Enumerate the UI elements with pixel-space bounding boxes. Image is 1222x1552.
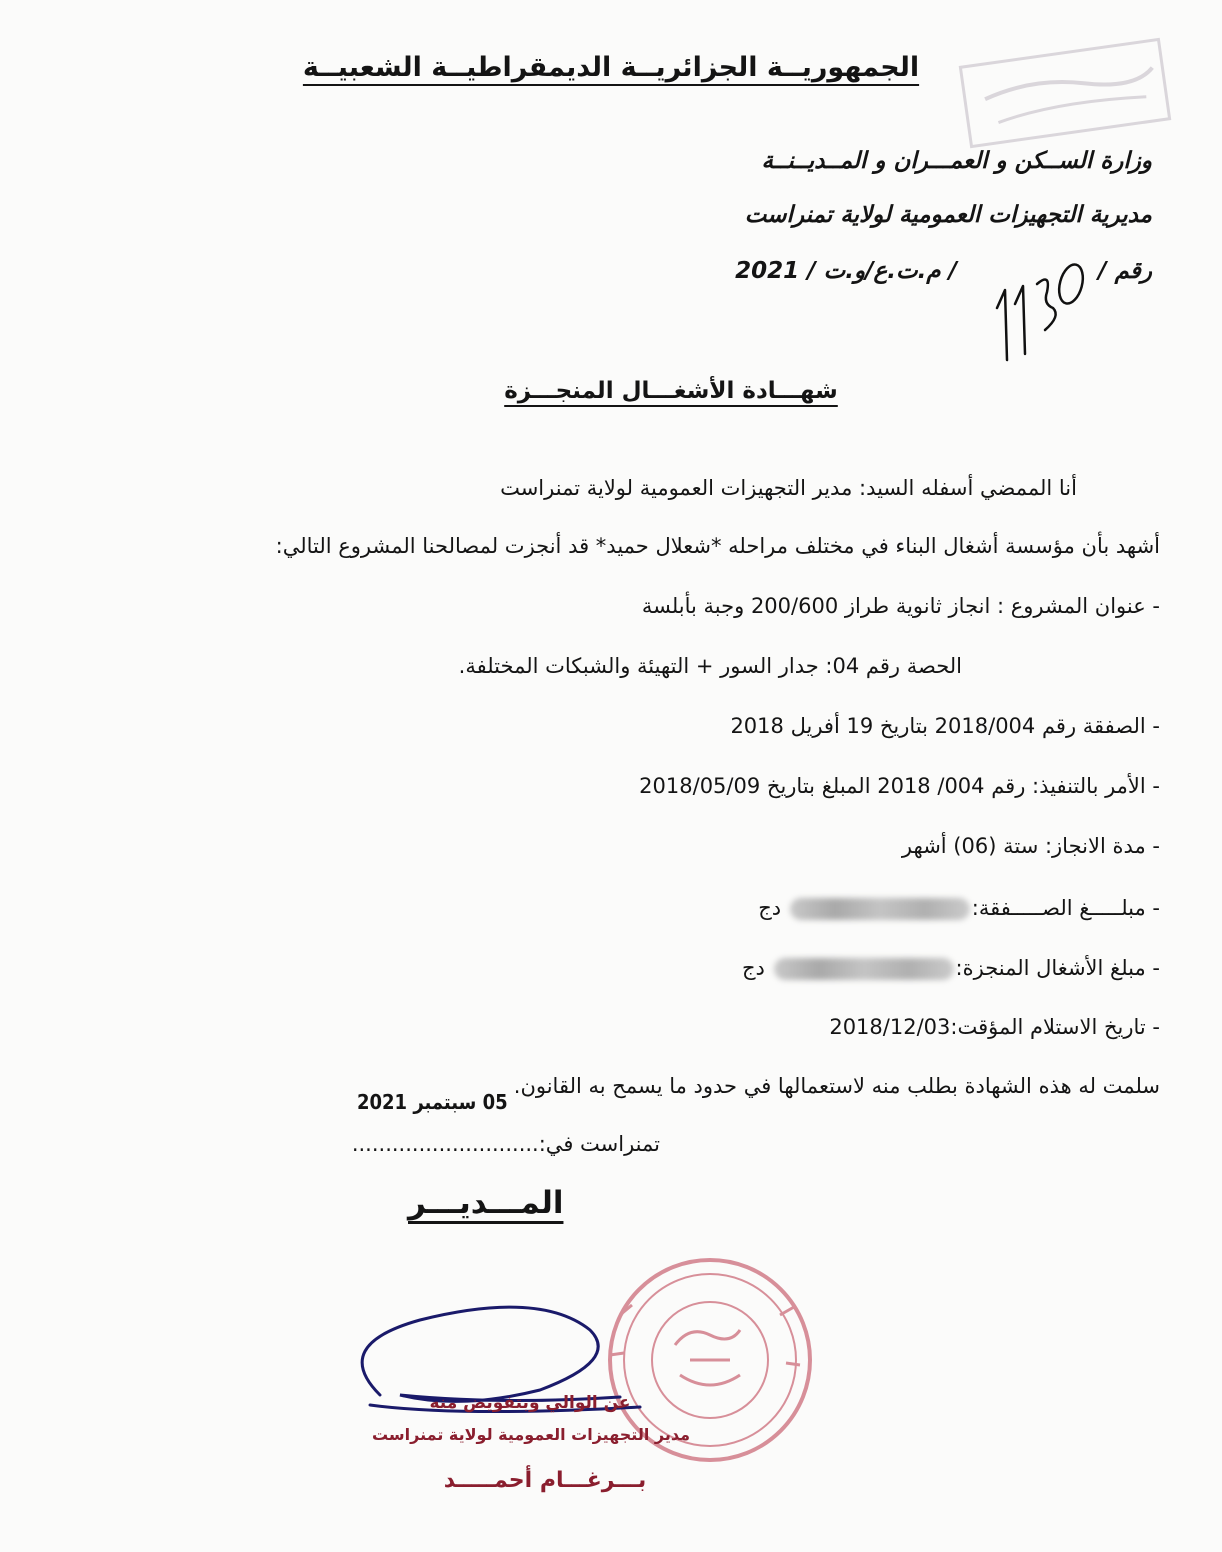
ref-code: / م.ت.ع/و.ت / 2021 <box>735 258 957 284</box>
signature-name: بـــرغـــام أحمـــــد <box>443 1468 647 1493</box>
signature-line-1: عن الوالي وبتفويض منه <box>429 1393 631 1413</box>
body-line-1: أنا الممضي أسفله السيد: مدير التجهيزات العمومية لولاية تمنراست <box>500 476 1077 500</box>
works-amount-currency: دج <box>741 956 765 980</box>
duration-line: - مدة الانجاز: ستة (06) أشهر <box>901 834 1160 858</box>
deal-amount-currency: دج <box>758 896 782 920</box>
directorate-line: مديرية التجهيزات العمومية لولاية تمنراست <box>744 202 1152 228</box>
handwritten-ref-number <box>985 250 1138 371</box>
order-line: - الأمر بالتنفيذ: رقم 004/ 2018 المبلغ بتاريخ 2018/05/09 <box>639 774 1160 798</box>
works-amount-line <box>742 956 1160 980</box>
place-line: تمنراست في:............................ <box>351 1132 660 1156</box>
deal-line: - الصفقة رقم 2018/004 بتاريخ 19 أفريل 2018 <box>730 714 1160 738</box>
ref-label: رقم / <box>1098 258 1152 284</box>
ministry-line: وزارة الســكن و العمـــران و المــديــنــة <box>761 148 1152 174</box>
receipt-date-line: - تاريخ الاستلام المؤقت:2018/12/03 <box>829 1015 1160 1039</box>
signature-line-2: مدير التجهيزات العمومية لولاية تمنراست <box>371 1425 690 1444</box>
republic-heading: الجمهوريــة الجزائريــة الديمقراطيــة الشعبيــة <box>302 52 920 83</box>
lot-line: الحصة رقم 04: جدار السور + التهيئة والشبكات المختلفة. <box>458 654 962 678</box>
project-title: - عنوان المشروع : انجاز ثانوية طراز 200/600 وجبة بأبلسة <box>641 594 1160 618</box>
delivered-line: سلمت له هذه الشهادة بطلب منه لاستعمالها في حدود ما يسمح به القانون. <box>513 1074 1160 1098</box>
director-title: المـــديـــر <box>408 1185 564 1221</box>
deal-amount-label: - مبلـــــغ الصـــــفقة: <box>971 896 1160 920</box>
handwritten-ref-text: 1130 <box>1135 370 1138 371</box>
body-line-2: أشهد بأن مؤسسة أشغال البناء في مختلف مراحله *شعلال حميد* قد أنجزت لمصالحنا المشروع التالي: <box>275 534 1160 558</box>
deal-amount-redacted <box>790 898 970 920</box>
works-amount-redacted <box>774 958 954 980</box>
date-stamp: 05 سبتمبر 2021 <box>357 1090 508 1114</box>
works-amount-label: - مبلغ الأشغال المنجزة: <box>955 956 1160 980</box>
certificate-title: شهـــادة الأشغـــال المنجـــزة <box>504 378 838 404</box>
deal-amount-line <box>758 896 1160 920</box>
